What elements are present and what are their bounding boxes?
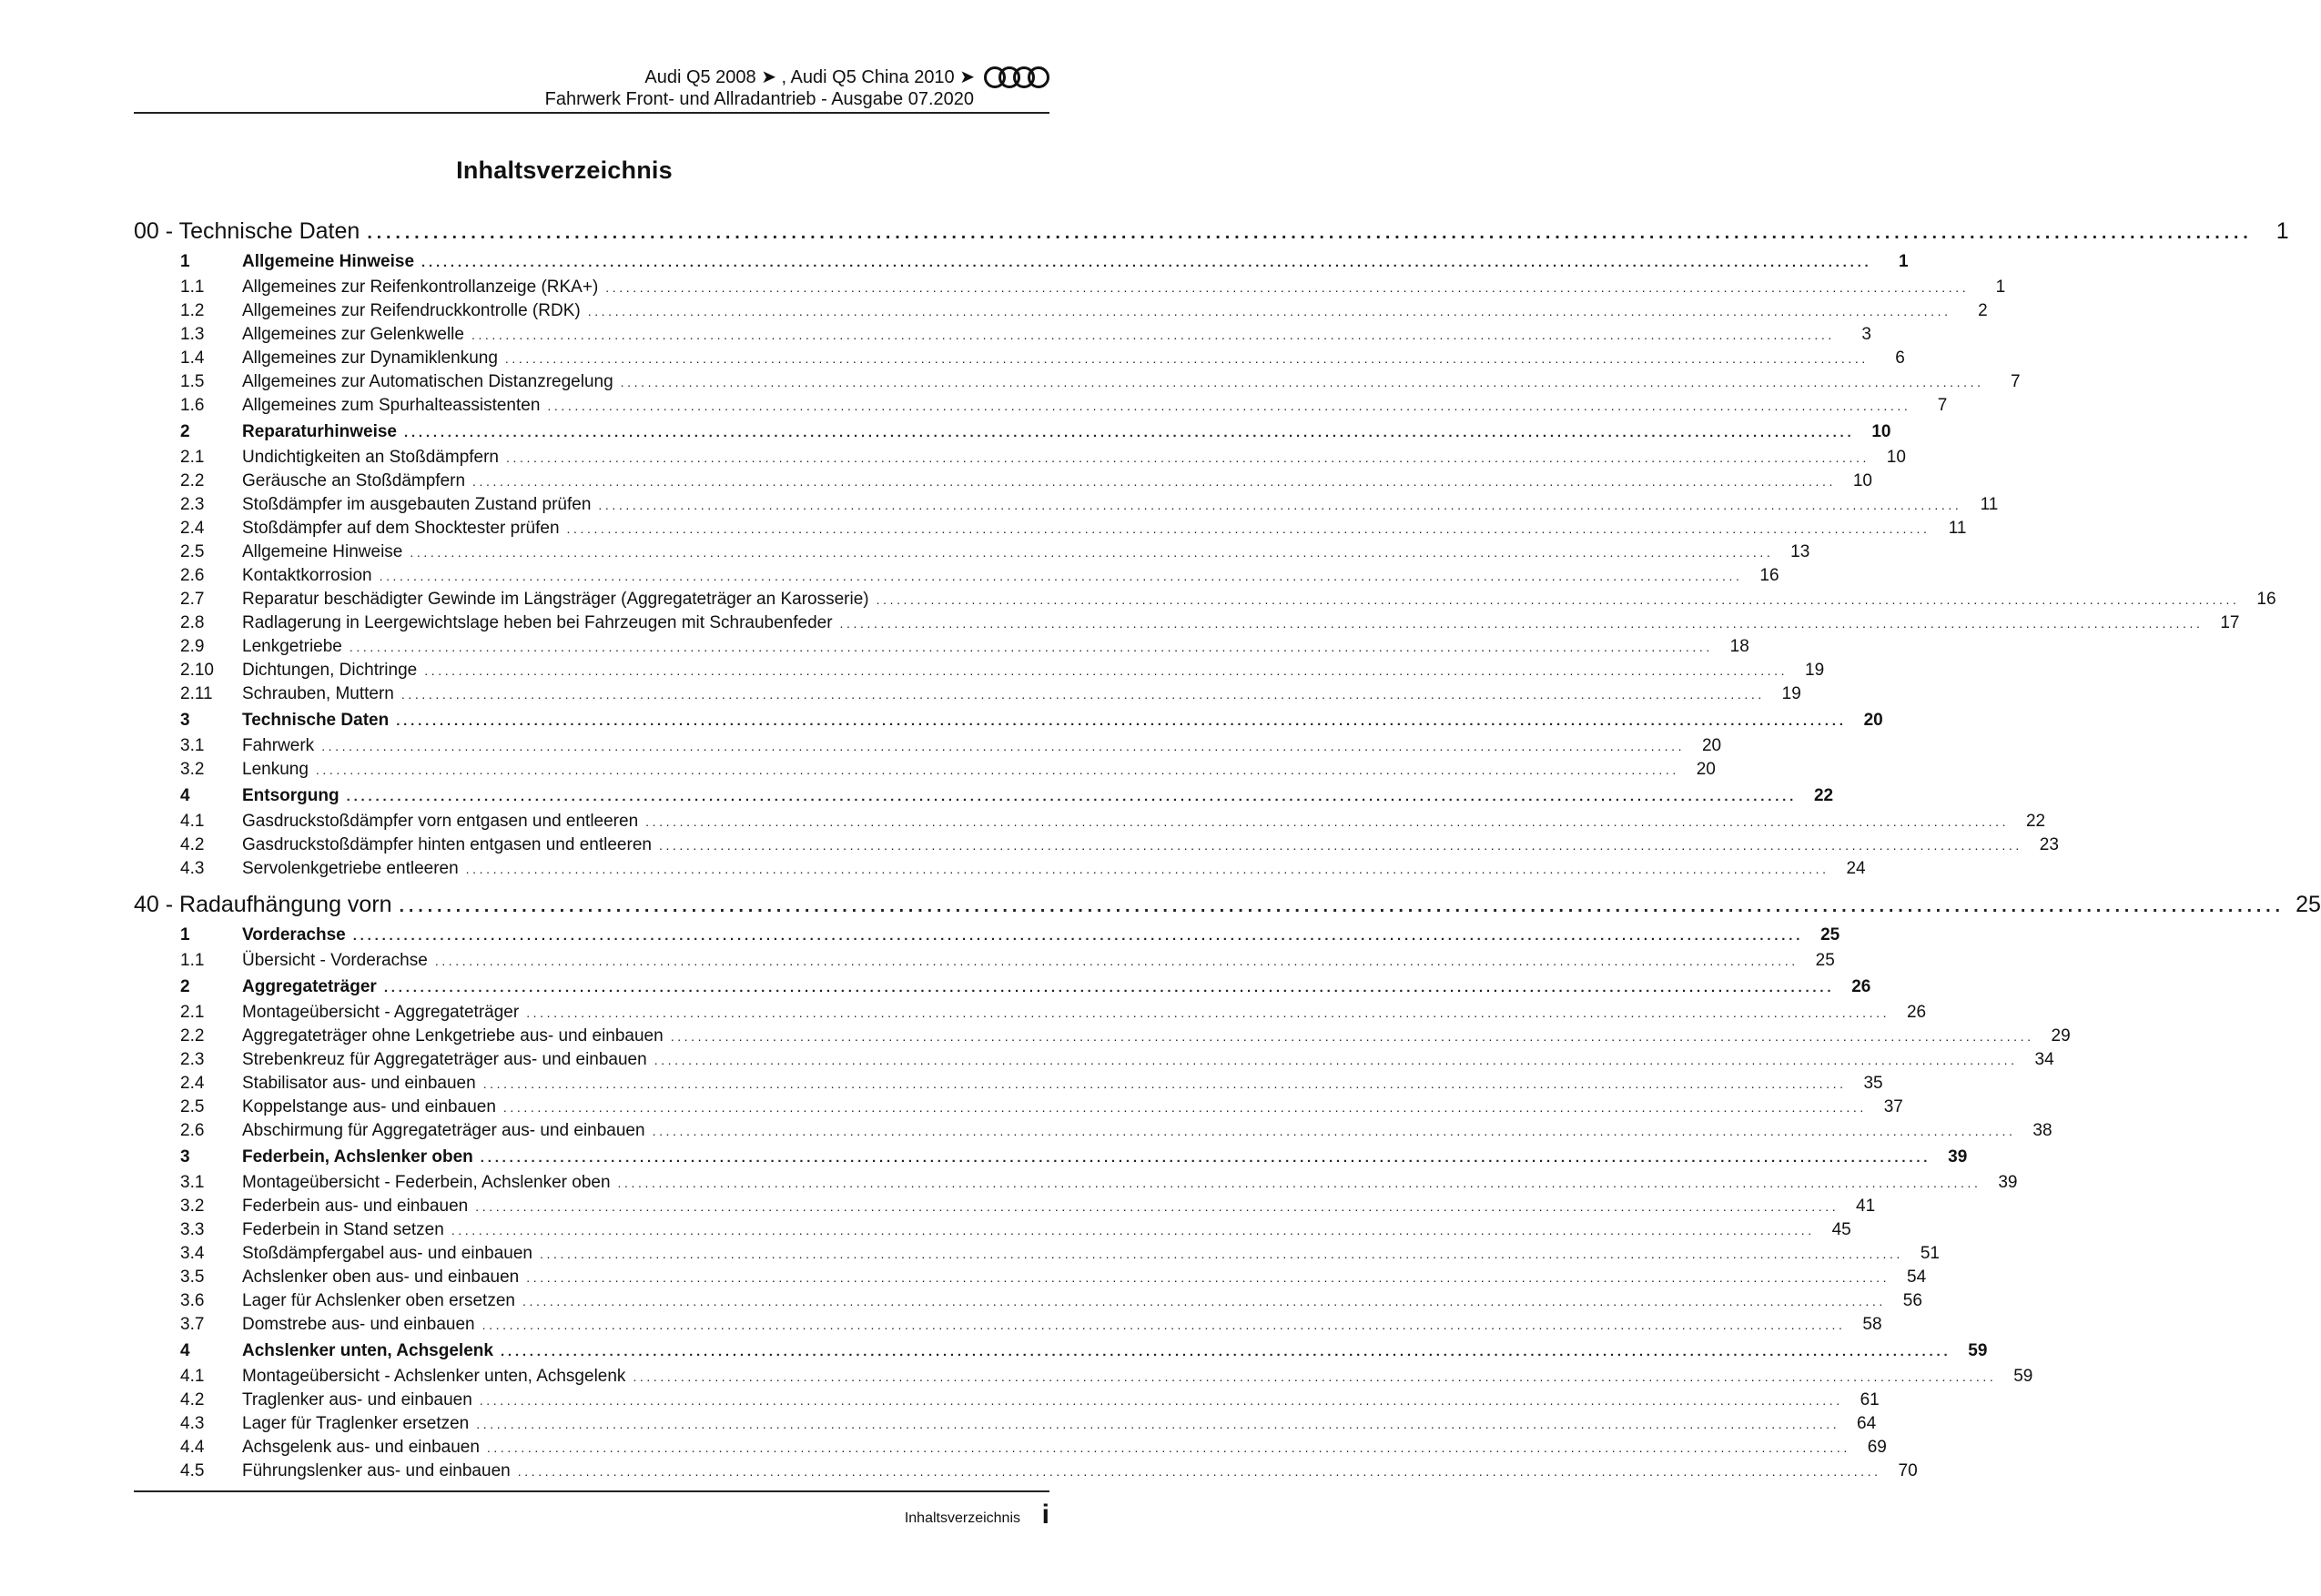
toc-entry-title: Allgemeines zur Gelenkwelle <box>242 325 464 344</box>
dot-leader: ........................................................................................................................................................................................................ <box>605 280 1970 295</box>
toc-entry-page: 59 <box>1968 1341 1988 1360</box>
toc-item-row[interactable] <box>134 1220 1851 1244</box>
toc-entry-title: 00 - Technische Daten <box>134 218 360 244</box>
toc-item-row[interactable] <box>134 519 1967 542</box>
toc-entry-number: 3 <box>180 1147 190 1167</box>
dot-leader: ........................................................................................................................................................................................................ <box>480 1150 1931 1166</box>
toc-item-row[interactable] <box>134 1268 1927 1291</box>
toc-entry-page: 11 <box>1948 519 1967 538</box>
toc-chapter-row[interactable] <box>134 892 2321 923</box>
toc-entry-title: 40 - Radaufhängung vorn <box>134 892 392 917</box>
dot-leader: ........................................................................................................................................................................................................ <box>465 862 1829 876</box>
dot-leader: ........................................................................................................................................................................................................ <box>421 255 1872 270</box>
toc-entry-title: Strebenkreuz für Aggregateträger aus- und einbauen <box>242 1050 647 1069</box>
dot-leader: ........................................................................................................................................................................................................ <box>547 399 1911 413</box>
toc-entry-number: 2.1 <box>180 1003 205 1022</box>
ring-icon <box>1028 66 1049 88</box>
dot-leader: ........................................................................................................................................................................................................ <box>367 223 2253 243</box>
toc-entry-number: 1.3 <box>180 325 205 344</box>
toc-entry-title: Allgemeines zur Automatischen Distanzregelung <box>242 372 613 391</box>
toc-entry-number: 3.7 <box>180 1315 205 1334</box>
dot-leader: ........................................................................................................................................................................................................ <box>481 1318 1846 1332</box>
toc-item-row[interactable] <box>134 812 2046 835</box>
dot-leader: ........................................................................................................................................................................................................ <box>587 304 1951 318</box>
toc-item-row[interactable] <box>134 859 1866 883</box>
toc-entry-number: 2.5 <box>180 542 205 561</box>
toc-entry-page: 29 <box>2051 1026 2071 1045</box>
toc-entry-page: 16 <box>1759 566 1779 585</box>
toc-entry-title: Aggregateträger <box>242 977 377 996</box>
dot-leader: ........................................................................................................................................................................................................ <box>839 616 2204 631</box>
toc-section-row[interactable] <box>134 1147 1968 1173</box>
dot-leader: ........................................................................................................................................................................................................ <box>517 1464 1881 1479</box>
toc-entry-number: 3.4 <box>180 1244 205 1263</box>
toc-entry-title: Übersicht - Vorderachse <box>242 951 428 970</box>
toc-entry-page: 69 <box>1867 1438 1887 1457</box>
toc-entry-page: 25 <box>1815 951 1835 970</box>
toc-entry-title: Lenkgetriebe <box>242 637 342 656</box>
toc-entry-page: 64 <box>1857 1414 1877 1433</box>
toc-entry-number: 1.2 <box>180 301 205 320</box>
toc-entry-page: 2 <box>1978 301 1988 320</box>
audi-rings-logo-icon <box>984 66 1049 88</box>
toc-item-row[interactable] <box>134 951 1835 975</box>
toc-entry-page: 45 <box>1831 1220 1851 1239</box>
toc-item-row[interactable] <box>134 348 1905 372</box>
dot-leader: ........................................................................................................................................................................................................ <box>471 328 1835 342</box>
dot-leader: ........................................................................................................................................................................................................ <box>379 569 1743 583</box>
toc-entry-number: 3.2 <box>180 760 205 779</box>
dot-leader: ........................................................................................................................................................................................................ <box>617 1176 1981 1190</box>
toc-entry-page: 3 <box>1861 325 1871 344</box>
toc-item-row[interactable] <box>134 278 2006 301</box>
page-title: Inhaltsverzeichnis <box>456 157 673 184</box>
toc-entry-page: 1 <box>1995 278 2006 297</box>
toc-entry-title: Lager für Traglenker ersetzen <box>242 1414 470 1433</box>
toc-entry-page: 1 <box>1898 252 1909 271</box>
toc-entry-number: 2.2 <box>180 471 205 490</box>
toc-item-row[interactable] <box>134 1026 2071 1050</box>
toc-section-row[interactable] <box>134 977 1871 1003</box>
toc-item-row[interactable] <box>134 1315 1882 1338</box>
toc-entry-page: 19 <box>1781 684 1801 703</box>
toc-entry-title: Allgemeines zur Reifenkontrollanzeige (RKA+) <box>242 278 599 297</box>
table-of-contents <box>134 218 2321 1485</box>
toc-entry-number: 2.10 <box>180 661 214 680</box>
toc-entry-title: Montageübersicht - Achslenker unten, Achsgelenk <box>242 1367 626 1386</box>
toc-entry-title: Domstrebe aus- und einbauen <box>242 1315 475 1334</box>
toc-item-row[interactable] <box>134 1197 1876 1220</box>
toc-entry-title: Reparaturhinweise <box>242 422 397 441</box>
page-header <box>134 64 1049 114</box>
dot-leader: ........................................................................................................................................................................................................ <box>424 663 1789 678</box>
toc-item-row[interactable] <box>134 1074 1883 1097</box>
toc-entry-number: 2.4 <box>180 1074 205 1093</box>
dot-leader: ........................................................................................................................................................................................................ <box>315 763 1679 777</box>
toc-item-row[interactable] <box>134 396 1948 419</box>
page-footer <box>134 1490 1049 1530</box>
toc-entry-number: 1.1 <box>180 278 205 297</box>
dot-leader: ........................................................................................................................................................................................................ <box>504 351 1869 366</box>
toc-item-row[interactable] <box>134 471 1872 495</box>
toc-entry-page: 10 <box>1886 448 1906 467</box>
toc-entry-number: 3.1 <box>180 1173 205 1192</box>
dot-leader: ........................................................................................................................................................................................................ <box>482 1076 1847 1091</box>
toc-item-row[interactable] <box>134 1438 1887 1461</box>
toc-chapter-row[interactable] <box>134 218 2289 249</box>
toc-entry-number: 3 <box>180 711 190 730</box>
toc-entry-title: Vorderachse <box>242 925 346 944</box>
toc-entry-number: 2.3 <box>180 495 205 514</box>
toc-entry-page: 41 <box>1856 1197 1876 1216</box>
toc-entry-page: 26 <box>1906 1003 1927 1022</box>
toc-entry-page: 23 <box>2039 835 2059 854</box>
toc-entry-title: Lager für Achslenker oben ersetzen <box>242 1291 515 1310</box>
toc-entry-page: 35 <box>1863 1074 1883 1093</box>
toc-item-row[interactable] <box>134 301 1988 325</box>
dot-leader: ........................................................................................................................................................................................................ <box>346 789 1798 804</box>
toc-entry-title: Allgemeines zur Dynamiklenkung <box>242 348 498 368</box>
toc-entry-number: 3.3 <box>180 1220 205 1239</box>
dot-leader: ........................................................................................................................................................................................................ <box>645 814 2010 829</box>
toc-entry-number: 4 <box>180 1341 190 1360</box>
toc-entry-title: Gasdruckstoßdämpfer hinten entgasen und entleeren <box>242 835 652 854</box>
dot-leader: ........................................................................................................................................................................................................ <box>410 545 1774 560</box>
toc-entry-title: Undichtigkeiten an Stoßdämpfern <box>242 448 499 467</box>
toc-entry-page: 51 <box>1920 1244 1940 1263</box>
toc-entry-title: Dichtungen, Dichtringe <box>242 661 418 680</box>
toc-item-row[interactable] <box>134 1050 2054 1074</box>
toc-entry-title: Achslenker oben aus- und einbauen <box>242 1268 520 1287</box>
toc-entry-page: 20 <box>1696 760 1716 779</box>
toc-entry-page: 10 <box>1852 471 1872 490</box>
toc-entry-title: Allgemeine Hinweise <box>242 252 415 271</box>
toc-entry-title: Achsgelenk aus- und einbauen <box>242 1438 480 1457</box>
toc-entry-number: 4.1 <box>180 1367 205 1386</box>
dot-leader: ........................................................................................................................................................................................................ <box>620 375 1984 389</box>
dot-leader: ........................................................................................................................................................................................................ <box>383 980 1835 995</box>
toc-entry-page: 22 <box>2025 812 2046 831</box>
dot-leader: ........................................................................................................................................................................................................ <box>321 739 1686 753</box>
dot-leader: ........................................................................................................................................................................................................ <box>349 640 1713 654</box>
toc-entry-number: 2 <box>180 977 190 996</box>
dot-leader: ........................................................................................................................................................................................................ <box>451 1223 1815 1237</box>
toc-item-row[interactable] <box>134 372 2021 396</box>
toc-entry-page: 56 <box>1902 1291 1922 1310</box>
toc-section-row[interactable] <box>134 786 1834 812</box>
toc-entry-number: 4.4 <box>180 1438 205 1457</box>
toc-entry-number: 4.2 <box>180 1390 205 1409</box>
toc-item-row[interactable] <box>134 661 1825 684</box>
toc-entry-page: 1 <box>2275 218 2289 244</box>
toc-section-row[interactable] <box>134 1341 1988 1367</box>
toc-entry-page: 18 <box>1729 637 1749 656</box>
toc-entry-number: 2.7 <box>180 590 205 609</box>
toc-item-row[interactable] <box>134 637 1749 661</box>
toc-item-row[interactable] <box>134 736 1722 760</box>
header-edition-line: Fahrwerk Front- und Allradantrieb - Ausgabe 07.2020 <box>544 89 974 109</box>
header-vehicle-line <box>644 66 1049 88</box>
dot-leader: ........................................................................................................................................................................................................ <box>526 1270 1890 1285</box>
toc-entry-title: Montageübersicht - Federbein, Achslenker oben <box>242 1173 611 1192</box>
toc-entry-number: 1.5 <box>180 372 205 391</box>
toc-entry-title: Stoßdämpfer im ausgebauten Zustand prüfen <box>242 495 592 514</box>
toc-entry-number: 1.6 <box>180 396 205 415</box>
dot-leader: ........................................................................................................................................................................................................ <box>500 1344 1951 1359</box>
toc-entry-number: 2.6 <box>180 1121 205 1140</box>
toc-item-row[interactable] <box>134 542 1810 566</box>
toc-entry-number: 4.5 <box>180 1461 205 1480</box>
toc-entry-title: Abschirmung für Aggregateträger aus- und einbauen <box>242 1121 645 1140</box>
toc-entry-title: Federbein in Stand setzen <box>242 1220 444 1239</box>
toc-entry-title: Schrauben, Muttern <box>242 684 394 703</box>
toc-entry-page: 24 <box>1846 859 1866 878</box>
toc-entry-title: Stoßdämpfer auf dem Shocktester prüfen <box>242 519 560 538</box>
dot-leader: ........................................................................................................................................................................................................ <box>479 1393 1843 1408</box>
toc-entry-page: 61 <box>1860 1390 1880 1409</box>
toc-item-row[interactable] <box>134 835 2059 859</box>
toc-item-row[interactable] <box>134 590 2276 613</box>
dot-leader: ........................................................................................................................................................................................................ <box>396 713 1847 729</box>
toc-entry-page: 20 <box>1863 711 1883 730</box>
toc-entry-page: 16 <box>2256 590 2276 609</box>
footer-label: Inhaltsverzeichnis <box>904 1510 1020 1526</box>
toc-item-row[interactable] <box>134 1414 1877 1438</box>
toc-item-row[interactable] <box>134 1291 1922 1315</box>
toc-entry-page: 58 <box>1862 1315 1882 1334</box>
dot-leader: ........................................................................................................................................................................................................ <box>399 896 2285 916</box>
dot-leader: ........................................................................................................................................................................................................ <box>486 1440 1850 1455</box>
toc-entry-number: 2.9 <box>180 637 205 656</box>
toc-item-row[interactable] <box>134 684 1801 708</box>
toc-entry-title: Stoßdämpfergabel aus- und einbauen <box>242 1244 533 1263</box>
toc-item-row[interactable] <box>134 760 1716 783</box>
toc-entry-title: Entsorgung <box>242 786 340 805</box>
toc-entry-title: Gasdruckstoßdämpfer vorn entgasen und entleeren <box>242 812 639 831</box>
dot-leader: ........................................................................................................................................................................................................ <box>502 1100 1867 1115</box>
toc-entry-number: 1 <box>180 252 190 271</box>
dot-leader: ........................................................................................................................................................................................................ <box>540 1247 1903 1261</box>
toc-entry-number: 1.1 <box>180 951 205 970</box>
toc-item-row[interactable] <box>134 613 2240 637</box>
toc-item-row[interactable] <box>134 448 1906 471</box>
toc-entry-title: Allgemeines zur Reifendruckkontrolle (RDK) <box>242 301 581 320</box>
toc-entry-number: 2.8 <box>180 613 205 632</box>
toc-entry-number: 2.5 <box>180 1097 205 1116</box>
toc-entry-page: 39 <box>1998 1173 2018 1192</box>
toc-entry-title: Koppelstange aus- und einbauen <box>242 1097 496 1116</box>
toc-entry-title: Traglenker aus- und einbauen <box>242 1390 472 1409</box>
toc-entry-number: 2.3 <box>180 1050 205 1069</box>
toc-entry-page: 37 <box>1883 1097 1903 1116</box>
toc-entry-number: 3.5 <box>180 1268 205 1287</box>
dot-leader: ........................................................................................................................................................................................................ <box>654 1053 2018 1067</box>
dot-leader: ........................................................................................................................................................................................................ <box>404 425 1855 440</box>
toc-item-row[interactable] <box>134 1367 2033 1390</box>
dot-leader: ........................................................................................................................................................................................................ <box>522 1294 1886 1308</box>
dot-leader: ........................................................................................................................................................................................................ <box>400 687 1765 702</box>
toc-entry-title: Federbein, Achslenker oben <box>242 1147 473 1167</box>
toc-item-row[interactable] <box>134 1461 1918 1485</box>
dot-leader: ........................................................................................................................................................................................................ <box>476 1417 1840 1431</box>
toc-entry-number: 2.1 <box>180 448 205 467</box>
toc-entry-title: Radlagerung in Leergewichtslage heben bei Fahrzeugen mit Schraubenfeder <box>242 613 833 632</box>
toc-entry-page: 6 <box>1895 348 1905 368</box>
toc-entry-title: Lenkung <box>242 760 309 779</box>
toc-entry-title: Technische Daten <box>242 711 390 730</box>
toc-section-row[interactable] <box>134 422 1891 448</box>
dot-leader: ........................................................................................................................................................................................................ <box>670 1029 2034 1044</box>
toc-entry-page: 34 <box>2034 1050 2054 1069</box>
toc-item-row[interactable] <box>134 1173 2018 1197</box>
header-vehicle-text: Audi Q5 2008 ➤ , Audi Q5 China 2010 ➤ <box>644 67 975 87</box>
toc-entry-number: 4.3 <box>180 1414 205 1433</box>
toc-item-row[interactable] <box>134 325 1871 348</box>
dot-leader: ........................................................................................................................................................................................................ <box>566 521 1931 536</box>
toc-entry-page: 70 <box>1898 1461 1918 1480</box>
toc-entry-page: 38 <box>2032 1121 2052 1140</box>
toc-entry-page: 39 <box>1948 1147 1968 1167</box>
toc-item-row[interactable] <box>134 1390 1880 1414</box>
toc-entry-number: 2.2 <box>180 1026 205 1045</box>
dot-leader: ........................................................................................................................................................................................................ <box>352 928 1804 944</box>
toc-entry-number: 1 <box>180 925 190 944</box>
toc-entry-page: 59 <box>2013 1367 2033 1386</box>
toc-item-row[interactable] <box>134 1003 1927 1026</box>
toc-entry-number: 1.4 <box>180 348 205 368</box>
dot-leader: ........................................................................................................................................................................................................ <box>472 474 1836 489</box>
dot-leader: ........................................................................................................................................................................................................ <box>475 1199 1840 1214</box>
toc-section-row[interactable] <box>134 711 1883 736</box>
toc-entry-number: 2.11 <box>180 684 213 703</box>
toc-entry-page: 25 <box>1820 925 1840 944</box>
toc-item-row[interactable] <box>134 1097 1903 1121</box>
toc-entry-title: Aggregateträger ohne Lenkgetriebe aus- und einbauen <box>242 1026 664 1045</box>
toc-entry-page: 22 <box>1813 786 1834 805</box>
toc-entry-title: Reparatur beschädigter Gewinde im Längsträger (Aggregateträger an Karosserie) <box>242 590 869 609</box>
toc-entry-title: Führungslenker aus- und einbauen <box>242 1461 511 1480</box>
toc-item-row[interactable] <box>134 495 1999 519</box>
toc-section-row[interactable] <box>134 252 1909 278</box>
toc-entry-title: Federbein aus- und einbauen <box>242 1197 469 1216</box>
toc-entry-number: 4.1 <box>180 812 205 831</box>
toc-entry-title: Servolenkgetriebe entleeren <box>242 859 459 878</box>
toc-entry-page: 20 <box>1701 736 1722 755</box>
toc-entry-title: Allgemeine Hinweise <box>242 542 403 561</box>
toc-entry-page: 19 <box>1805 661 1825 680</box>
toc-entry-title: Kontaktkorrosion <box>242 566 372 585</box>
toc-entry-number: 2 <box>180 422 190 441</box>
toc-entry-page: 25 <box>2296 892 2321 917</box>
toc-entry-number: 4 <box>180 786 190 805</box>
toc-entry-page: 13 <box>1790 542 1810 561</box>
toc-entry-number: 2.4 <box>180 519 205 538</box>
toc-entry-title: Fahrwerk <box>242 736 315 755</box>
dot-leader: ........................................................................................................................................................................................................ <box>434 954 1799 968</box>
toc-entry-title: Allgemeines zum Spurhalteassistenten <box>242 396 541 415</box>
dot-leader: ........................................................................................................................................................................................................ <box>633 1369 1997 1384</box>
toc-section-row[interactable] <box>134 925 1840 951</box>
dot-leader: ........................................................................................................................................................................................................ <box>658 838 2022 853</box>
toc-entry-title: Montageübersicht - Aggregateträger <box>242 1003 520 1022</box>
toc-entry-page: 10 <box>1871 422 1891 441</box>
toc-entry-number: 4.3 <box>180 859 205 878</box>
dot-leader: ........................................................................................................................................................................................................ <box>652 1124 2016 1138</box>
footer-page-number: i <box>1041 1500 1049 1530</box>
toc-entry-page: 7 <box>2011 372 2021 391</box>
dot-leader: ........................................................................................................................................................................................................ <box>506 450 1870 465</box>
dot-leader: ........................................................................................................................................................................................................ <box>598 498 1962 512</box>
toc-entry-page: 7 <box>1937 396 1948 415</box>
toc-entry-page: 17 <box>2220 613 2240 632</box>
toc-entry-number: 3.6 <box>180 1291 205 1310</box>
dot-leader: ........................................................................................................................................................................................................ <box>876 592 2240 607</box>
toc-entry-title: Geräusche an Stoßdämpfern <box>242 471 466 490</box>
toc-entry-page: 54 <box>1907 1268 1927 1287</box>
dot-leader: ........................................................................................................................................................................................................ <box>526 1005 1890 1020</box>
toc-item-row[interactable] <box>134 1121 2052 1145</box>
toc-entry-number: 4.2 <box>180 835 205 854</box>
toc-entry-number: 2.6 <box>180 566 205 585</box>
toc-entry-number: 3.1 <box>180 736 205 755</box>
toc-entry-page: 26 <box>1851 977 1871 996</box>
toc-entry-title: Stabilisator aus- und einbauen <box>242 1074 476 1093</box>
toc-entry-page: 11 <box>1980 495 1999 514</box>
toc-entry-title: Achslenker unten, Achsgelenk <box>242 1341 493 1360</box>
toc-item-row[interactable] <box>134 1244 1940 1268</box>
toc-entry-number: 3.2 <box>180 1197 205 1216</box>
toc-item-row[interactable] <box>134 566 1779 590</box>
